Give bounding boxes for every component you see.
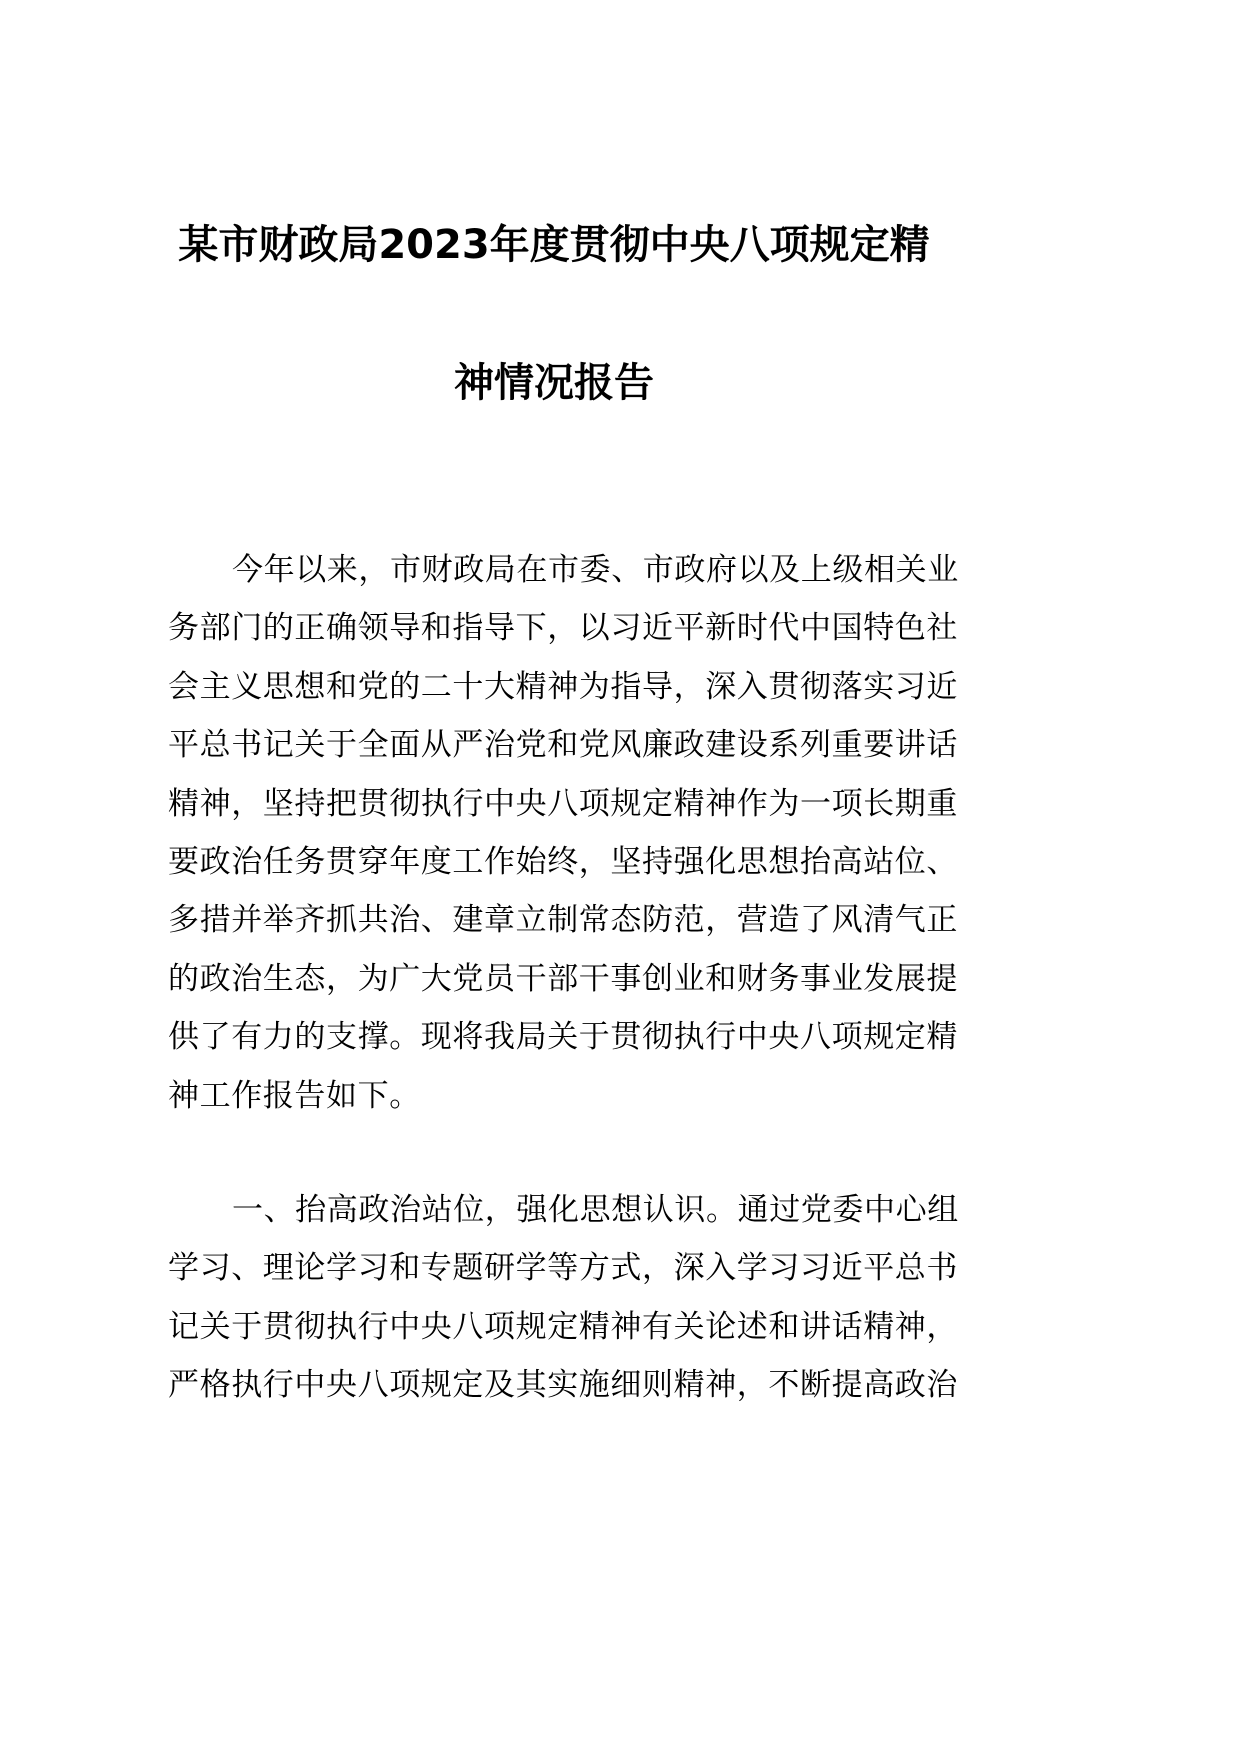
- paragraph-line: 平总书记关于全面从严治党和党风廉政建设系列重要讲话: [168, 727, 958, 764]
- paragraph-line: 一、抬高政治站位，强化思想认识。通过党委中心组: [232, 1192, 959, 1228]
- paragraph-section-1: [168, 1181, 959, 1415]
- paragraph-line: 严格执行中央八项规定及其实施细则精神，不断提高政治: [168, 1367, 958, 1404]
- paragraph-line: 精神，坚持把贯彻执行中央八项规定精神作为一项长期重: [168, 785, 958, 822]
- paragraph-line: 记关于贯彻执行中央八项规定精神有关论述和讲话精神，: [168, 1308, 958, 1345]
- paragraph-introduction: [168, 541, 959, 1125]
- paragraph-line: 会主义思想和党的二十大精神为指导，深入贯彻落实习近: [168, 668, 958, 705]
- paragraph-line: 今年以来，市财政局在市委、市政府以及上级相关业: [232, 552, 959, 588]
- paragraph-line: 务部门的正确领导和指导下，以习近平新时代中国特色社: [168, 610, 958, 647]
- paragraph-line: 学习、理论学习和专题研学等方式，深入学习习近平总书: [168, 1250, 958, 1287]
- title-line-2: 神情况报告: [454, 360, 654, 406]
- paragraph-line: 供了有力的支撑。现将我局关于贯彻执行中央八项规定精: [168, 1019, 958, 1056]
- paragraph-line: 的政治生态，为广大党员干部干事创业和财务事业发展提: [168, 960, 958, 997]
- paragraph-line: 神工作报告如下。: [168, 1077, 421, 1114]
- paragraph-line: 多措并举齐抓共治、建章立制常态防范，营造了风清气正: [168, 902, 958, 939]
- title-line-1: 某市财政局2023年度贯彻中央八项规定精: [178, 222, 930, 268]
- paragraph-line: 要政治任务贯穿年度工作始终，坚持强化思想抬高站位、: [168, 844, 958, 881]
- document-title: [168, 176, 940, 452]
